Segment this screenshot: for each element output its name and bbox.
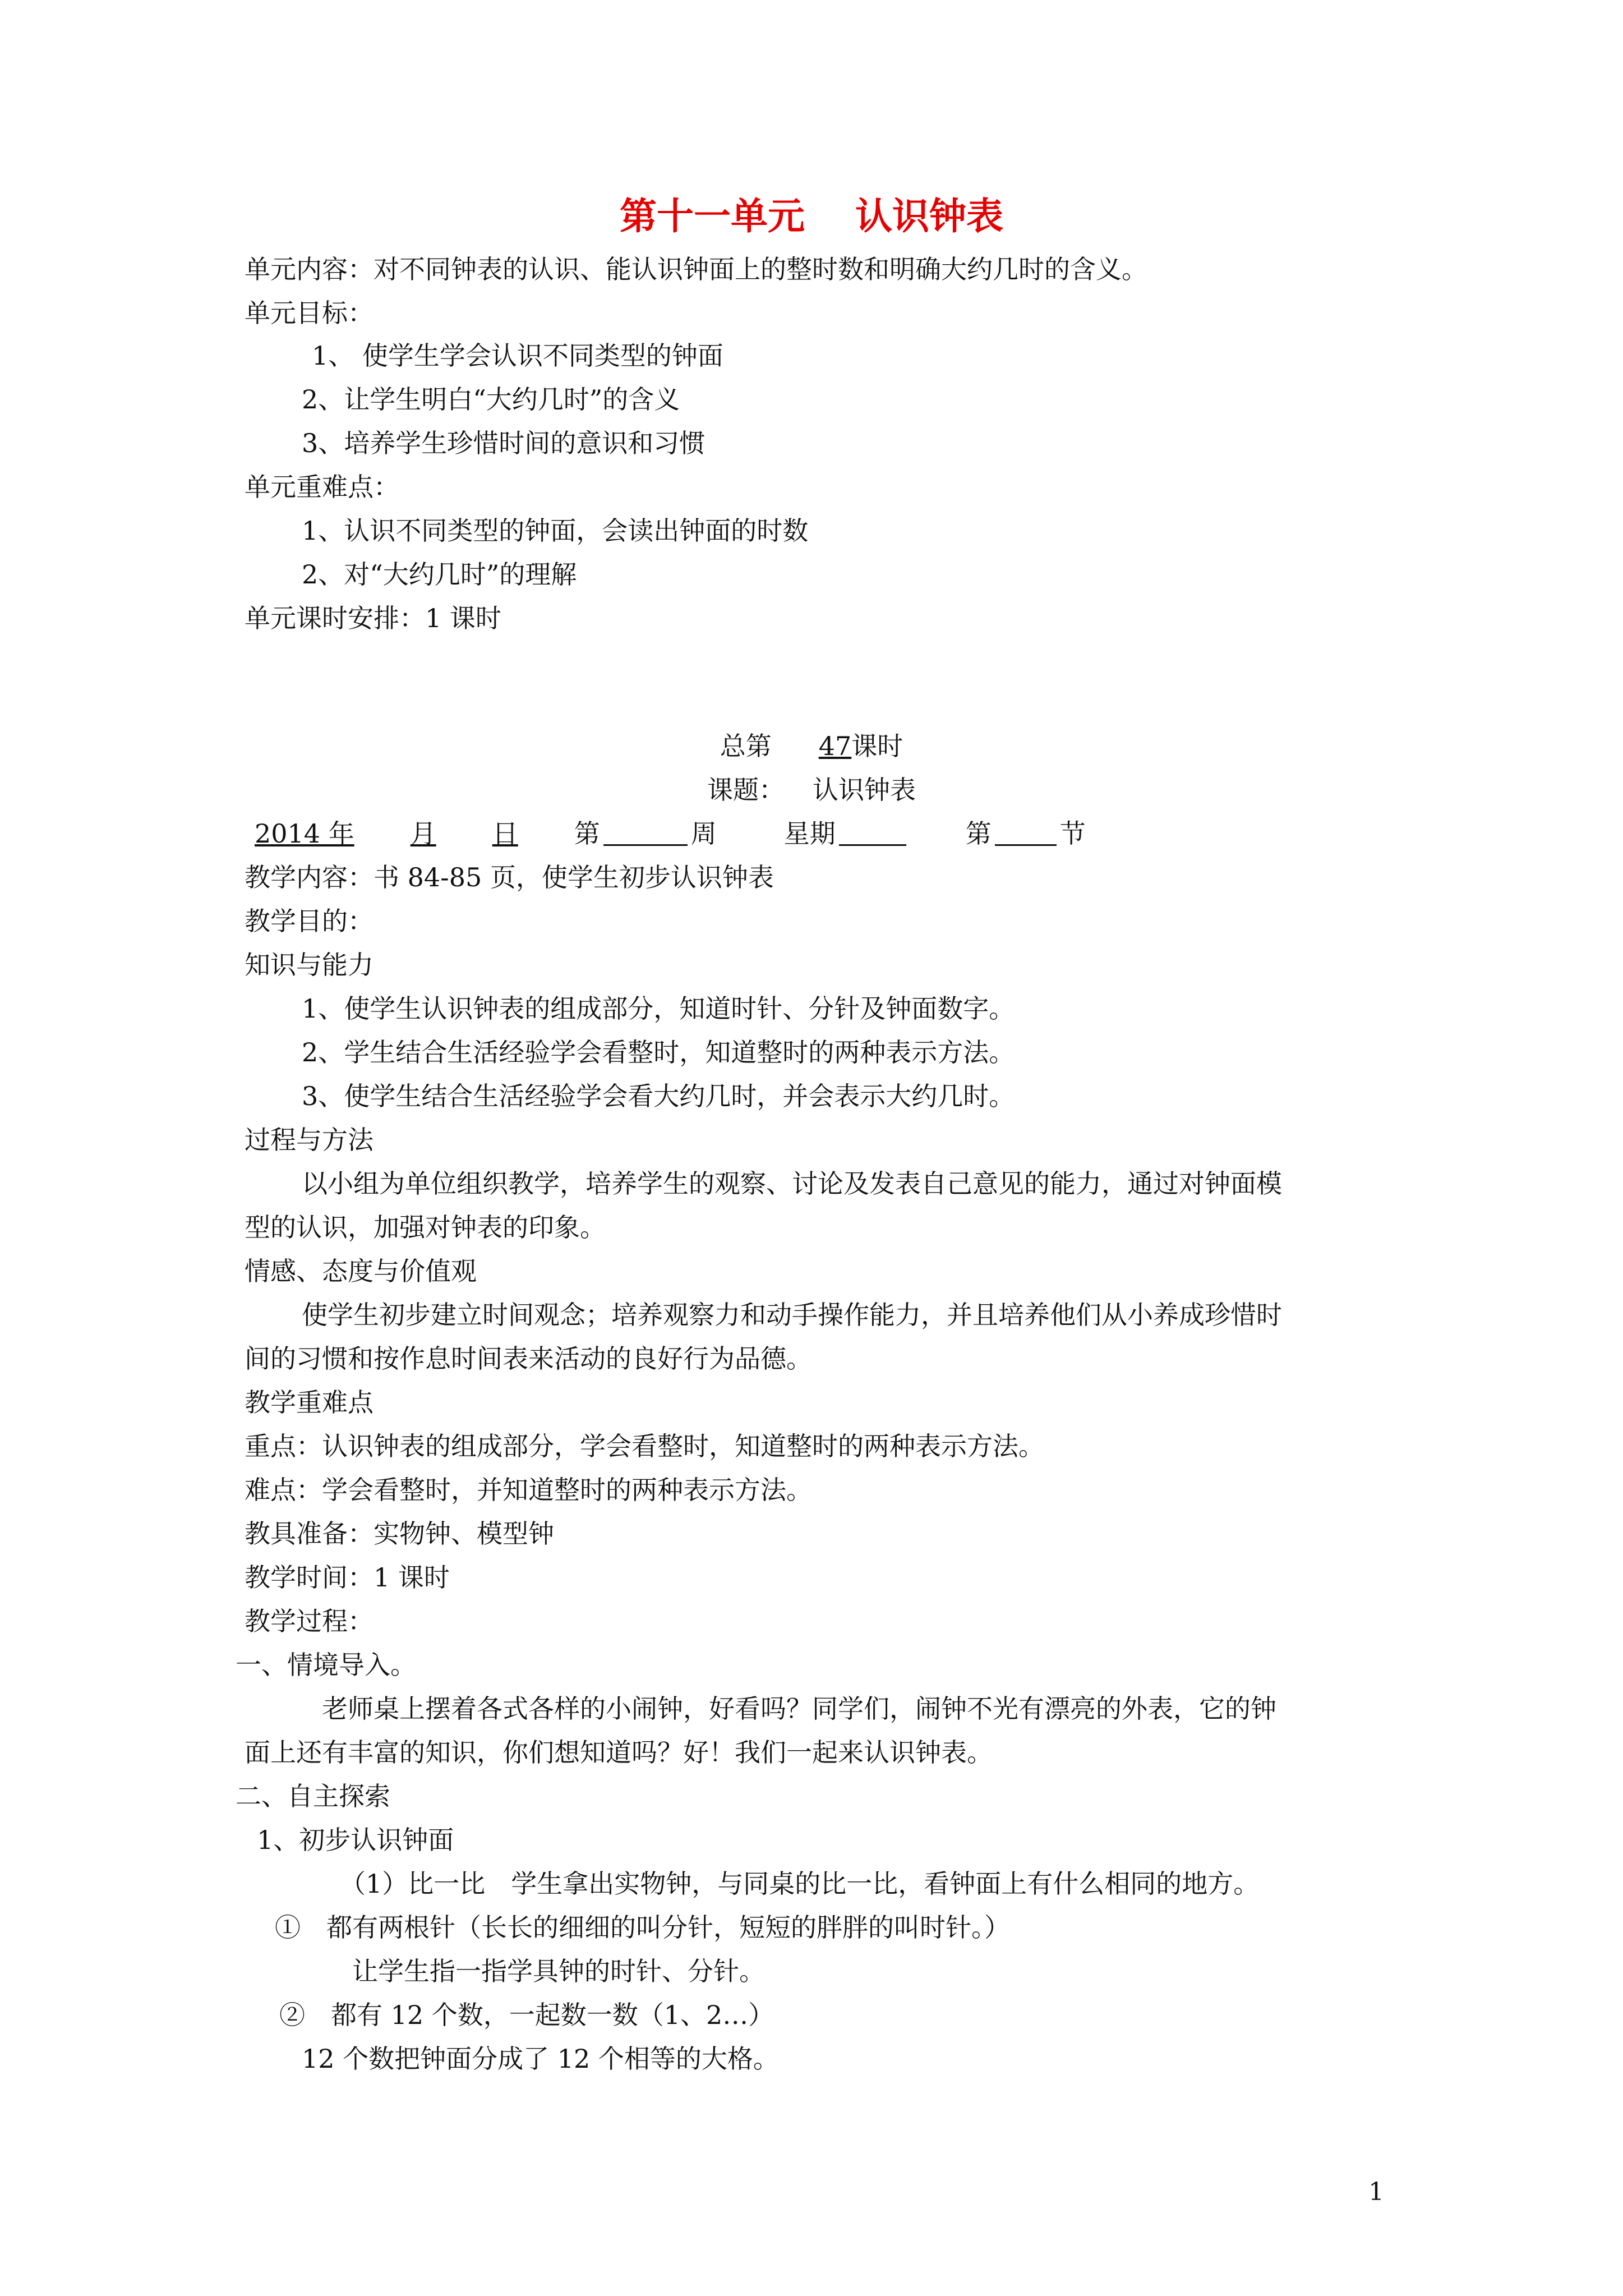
observation-1-note: 让学生指一指学具钟的时针、分针。 [352,1956,765,1986]
process-label: 过程与方法 [245,1125,374,1155]
lesson-total-number: 47 [818,731,852,761]
emotion-paragraph-line2: 间的习惯和按作息时间表来活动的良好行为品德。 [245,1343,812,1374]
knowledge-item-3: 3、使学生结合生活经验学会看大约几时，并会表示大约几时。 [302,1081,1015,1111]
teaching-tools: 教具准备：实物钟、模型钟 [245,1519,554,1549]
teaching-time: 教学时间：1 课时 [245,1562,450,1593]
unit-goal-3: 3、培养学生珍惜时间的意识和习惯 [302,428,706,458]
knowledge-item-2: 2、学生结合生活经验学会看整时，知道整时的两种表示方法。 [302,1037,1015,1068]
unit-goal-1: 1、 使学生学会认识不同类型的钟面 [312,341,723,371]
knowledge-label: 知识与能力 [245,950,374,980]
document-title [0,191,1623,241]
weekday-blank [839,818,906,846]
unit-goals-label: 单元目标： [245,298,374,328]
lesson-aims-label: 教学目的： [245,906,374,936]
step2-subtitle: 1、初步认识钟面 [257,1825,454,1855]
lesson-topic: 课题： 认识钟表 [707,775,916,805]
compare-activity: （1）比一比 学生拿出实物钟，与同桌的比一比，看钟面上有什么相同的地方。 [340,1869,1260,1899]
unit-key-point-2: 2、对“大约几时”的理解 [302,559,577,590]
step1-paragraph-line1: 老师桌上摆着各式各样的小闹钟，好看吗？同学们，闹钟不光有漂亮的外表，它的钟 [322,1694,1276,1724]
unit-key-label: 单元重难点： [245,472,399,502]
step1-title: 一、情境导入。 [236,1650,416,1680]
knowledge-item-1: 1、使学生认识钟表的组成部分，知道时针、分针及钟面数字。 [302,993,1015,1024]
page-number: 1 [1368,2178,1384,2206]
process-paragraph-line2: 型的认识，加强对钟表的印象。 [245,1212,606,1243]
observation-2-note: 12 个数把钟面分成了 12 个相等的大格。 [302,2044,779,2074]
lesson-content: 教学内容：书 84-85 页，使学生初步认识钟表 [245,862,774,892]
title-unit: 第十一单元 [620,194,805,238]
step2-title: 二、自主探索 [236,1781,390,1811]
hard-point: 难点：学会看整时，并知道整时的两种表示方法。 [245,1475,812,1505]
lesson-date-row: 2014 年 月 日 第 周 星期 第 节 [247,817,1086,850]
week-blank [603,818,688,846]
lesson-topic-value: 认识钟表 [813,775,916,805]
unit-schedule: 单元课时安排：1 课时 [245,603,501,633]
unit-key-point-1: 1、认识不同类型的钟面，会读出钟面的时数 [302,516,809,546]
lesson-total-hours: 总第 47课时 [720,731,903,761]
step1-paragraph-line2: 面上还有丰富的知识，你们想知道吗？好！我们一起来认识钟表。 [245,1737,993,1768]
observation-2: ② 都有 12 个数，一起数一数（1、2…） [279,2000,774,2030]
date-field: 2014 年 月 日 [255,818,518,849]
emotion-paragraph-line1: 使学生初步建立时间观念；培养观察力和动手操作能力，并且培养他们从小养成珍惜时 [302,1300,1282,1330]
teaching-process-label: 教学过程： [245,1606,374,1636]
key-point: 重点：认识钟表的组成部分，学会看整时，知道整时的两种表示方法。 [245,1431,1044,1461]
unit-content: 单元内容：对不同钟表的认识、能认识钟面上的整时数和明确大约几时的含义。 [245,254,1147,284]
unit-goal-2: 2、让学生明白“大约几时”的含义 [302,384,680,415]
process-paragraph-line1: 以小组为单位组织教学，培养学生的观察、讨论及发表自己意见的能力，通过对钟面模 [302,1168,1282,1199]
title-topic: 认识钟表 [855,194,1003,238]
observation-1: ① 都有两根针（长长的细细的叫分针，短短的胖胖的叫时针。） [275,1912,1010,1943]
section-blank [995,818,1057,846]
difficulty-label: 教学重难点 [245,1387,374,1418]
emotion-label: 情感、态度与价值观 [245,1256,477,1286]
